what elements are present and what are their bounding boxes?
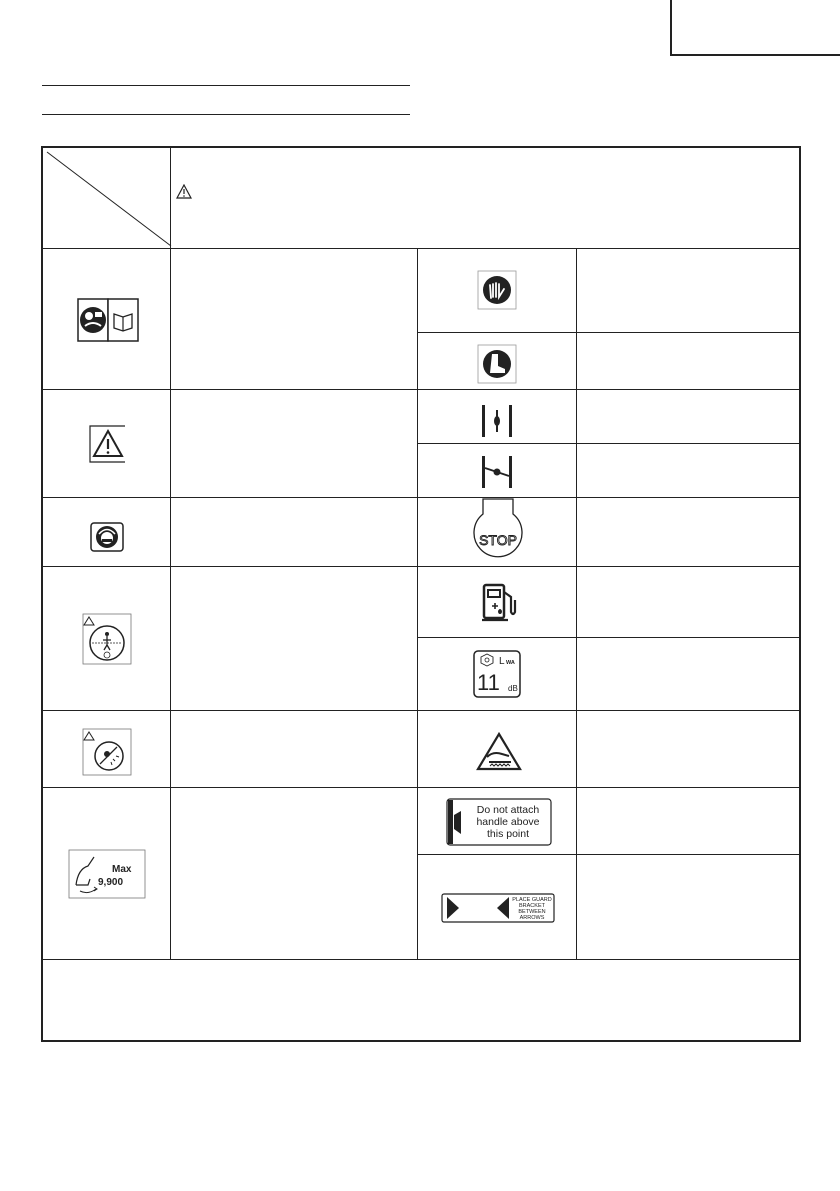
grid-row-3	[43, 566, 801, 567]
noise-value: 11	[477, 670, 500, 695]
grid-sub-4	[417, 854, 801, 855]
fuel-icon	[482, 582, 522, 622]
stop-label: STOP	[479, 532, 517, 548]
handle-line-3: this point	[486, 828, 530, 840]
guard-line-2: BRACKET	[519, 903, 545, 909]
grid-sub-3	[417, 637, 801, 638]
grid-col-3	[576, 248, 577, 959]
grid-header-rule	[43, 248, 801, 249]
handle-position-label-icon	[446, 798, 552, 846]
noise-db: dB	[508, 684, 518, 693]
guard-line-1: PLACE GUARD	[512, 897, 552, 903]
handle-line-1: Do not attach	[476, 804, 540, 816]
noise-level-icon	[473, 650, 521, 698]
title-rule-bottom	[42, 114, 410, 115]
grid-row-6	[43, 959, 801, 960]
noise-unit-l: L	[499, 656, 505, 667]
max-rpm-value: 9,900	[98, 877, 124, 888]
grid-col-1	[170, 148, 171, 959]
grid-sub-1	[417, 332, 801, 333]
symbols-table	[41, 146, 801, 1042]
guard-bracket-label-icon	[441, 893, 555, 923]
grid-col-2	[417, 248, 418, 959]
header-warning-icon	[176, 184, 192, 200]
head-protection-icon	[90, 522, 124, 552]
grid-sub-2	[417, 443, 801, 444]
warning-triangle-icon	[89, 425, 127, 463]
title-rule-top	[42, 85, 410, 86]
eye-ear-protection-and-manual-icon	[77, 298, 139, 342]
hot-surface-icon	[475, 731, 523, 773]
thrown-objects-icon	[82, 728, 132, 776]
stop-icon	[471, 498, 525, 562]
guard-line-3: BETWEEN	[518, 909, 546, 915]
choke-closed-icon	[477, 403, 517, 439]
grid-row-1	[43, 389, 801, 390]
choke-open-icon	[477, 454, 517, 490]
noise-unit-sub: WA	[506, 660, 515, 666]
max-rpm-icon	[68, 849, 146, 899]
max-rpm-label: Max	[112, 864, 132, 875]
grid-row-4	[43, 710, 801, 711]
grid-row-5	[43, 787, 801, 788]
keep-bystanders-away-icon	[82, 613, 132, 665]
handle-line-2: handle above	[476, 816, 540, 828]
boots-icon	[477, 344, 517, 384]
page-tab-box	[670, 0, 840, 56]
grid-row-2	[43, 497, 801, 498]
header-diagonal	[43, 148, 173, 248]
guard-line-4: ARROWS	[519, 915, 545, 921]
gloves-icon	[477, 270, 517, 310]
